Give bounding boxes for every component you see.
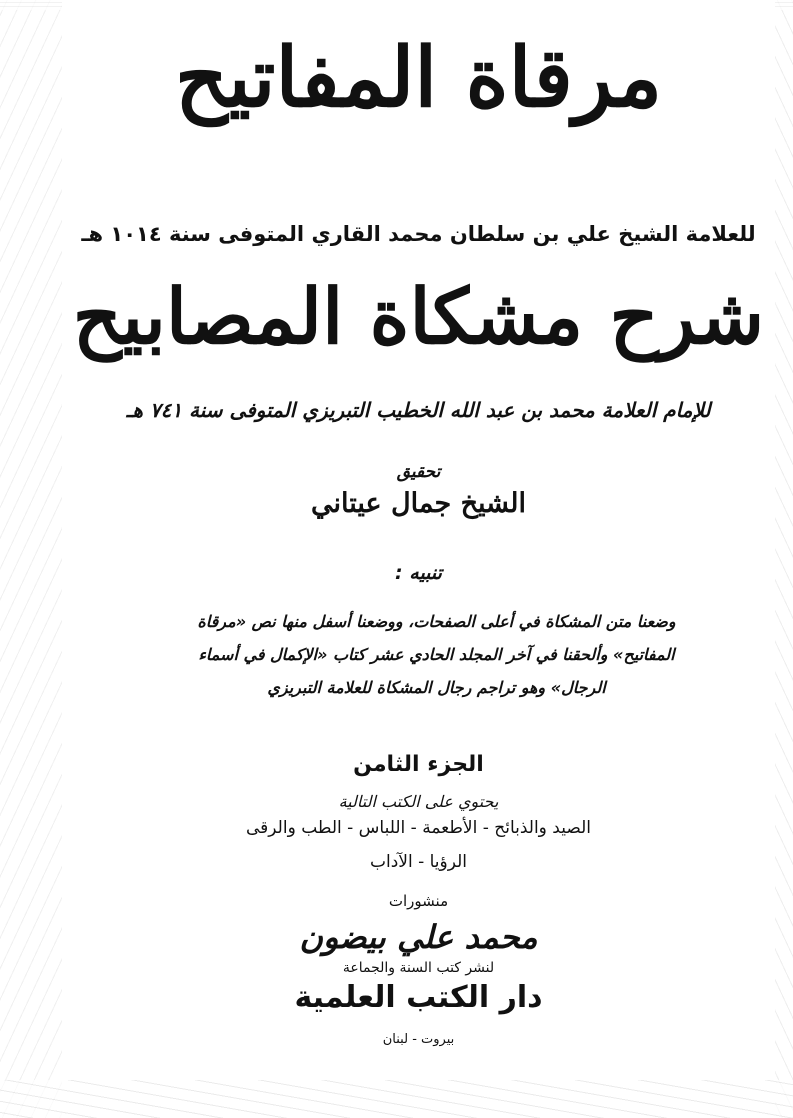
original-author-line: للإمام العلامة محمد بن عبد الله الخطيب التبريزي المتوفى سنة ٧٤١ هـ [126,398,711,422]
title-page-content [62,0,775,1080]
publisher-purpose: لنشر كتب السنة والجماعة [342,960,495,976]
publisher-house: دار الكتب العلمية [294,980,543,1015]
tanbih-note: وضعنا متن المشكاة في أعلى الصفحات، ووضعنا أسفل منها نص «مرقاة المفاتيح» وألحقنا في آخر المجلد الحادي عشر كتاب «الإكمال في أسماء الرجال» وهو تراجم رجال المشكاة للعلامة التبريزي [197,612,676,697]
tanbih-label: تنبيه : [395,562,442,584]
publisher-location: بيروت - لبنان [382,1032,455,1047]
published-label: منشورات [388,892,449,910]
volume-label: الجزء الثامن [353,752,484,777]
book-title: مرقاة المفاتيح [175,30,662,126]
books-line-1: الصيد والذبائح - الأطعمة - اللباس - الطب والرقى [246,818,591,838]
scan-edge-right [775,0,793,1118]
scan-edge-bottom [0,1080,793,1118]
editor-name: الشيخ جمال عيتاني [311,488,526,519]
publisher-signature: محمد علي بيضون [299,918,538,956]
book-subtitle: شرح مشكاة المصابيح [72,272,765,361]
scan-edge-left [0,0,62,1118]
tahqiq-label: تحقيق [396,462,441,482]
books-line-2: الرؤيا - الآداب [369,852,468,872]
contains-label: يحتوي على الكتب التالية [338,792,499,811]
commentator-line: للعلامة الشيخ علي بن سلطان محمد القاري المتوفى سنة ١٠١٤ هـ [81,222,756,246]
